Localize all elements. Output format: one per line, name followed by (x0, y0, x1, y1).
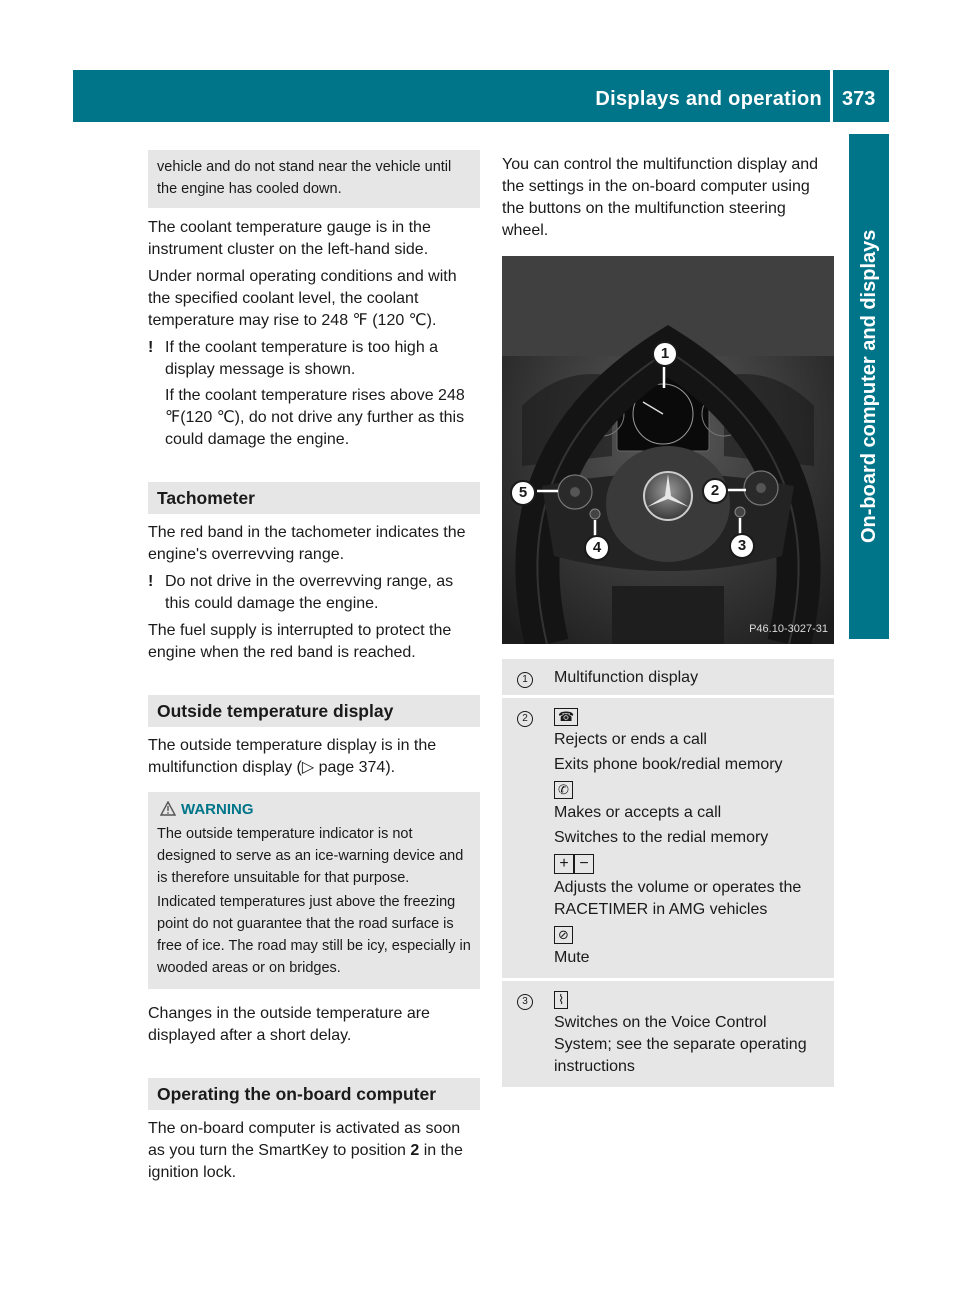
note-item (148, 571, 480, 615)
plus-icon: + (554, 854, 574, 874)
legend-row (502, 981, 834, 1087)
paragraph: The red band in the tachometer indicates the engine's overrevving range. (148, 524, 466, 563)
voice-control-icon: ⌇ (554, 991, 568, 1009)
note-text: If the coolant temperature is too high a display message is shown. (165, 339, 439, 378)
accept-call-icon: ✆ (554, 781, 573, 799)
paragraph: The outside temperature display is in the multifunction display (▷ page 374). (148, 737, 437, 776)
left-column (148, 150, 480, 1189)
steering-wheel-photo (502, 256, 834, 644)
section-heading-tachometer: Tachometer (148, 482, 480, 514)
legend-text: Makes or accepts a call (554, 804, 722, 821)
legend-table (502, 656, 834, 1090)
end-call-icon: ☎ (554, 708, 578, 726)
legend-number-cell (502, 698, 546, 978)
legend-number-cell (502, 659, 546, 695)
warning-triangle-icon (160, 801, 176, 816)
intro-paragraph: You can control the multifunction display and the settings in the on-board computer using the buttons on the multifunction steering wheel. (502, 156, 819, 239)
callout-3 (729, 533, 755, 559)
section-heading-operating: Operating the on-board computer (148, 1078, 480, 1110)
legend-text-cell (546, 698, 834, 978)
paragraph: The fuel supply is interrupted to protect the engine when the red band is reached. (148, 622, 452, 661)
side-tab-label: On-board computer and displays (858, 229, 880, 544)
photo-code: P46.10-3027-31 (749, 623, 828, 635)
minus-icon: − (574, 854, 594, 874)
callout-2 (702, 478, 728, 504)
callout-number: 1 (660, 345, 670, 362)
legend-text-cell (546, 659, 834, 695)
continued-warning-box: vehicle and do not stand near the vehicle until the engine has cooled down. (148, 150, 480, 208)
warning-text: The outside temperature indicator is not designed to serve as an ice-warning device and is therefore unsuitable for that purpose. (157, 826, 464, 886)
paragraph: Changes in the outside temperature are displayed after a short delay. (148, 1005, 430, 1044)
legend-text: Rejects or ends a call (554, 731, 707, 748)
legend-number: 2 (517, 711, 533, 727)
warning-title (157, 799, 472, 821)
legend-number: 3 (517, 994, 533, 1010)
legend-text-cell (546, 981, 834, 1087)
callout-number: 5 (518, 484, 528, 501)
legend-row (502, 659, 834, 695)
callout-5 (510, 480, 536, 506)
header-divider (830, 70, 833, 122)
callout-number: 2 (710, 482, 720, 499)
note-mark: ! (148, 339, 154, 356)
callout-number: 3 (737, 537, 747, 554)
legend-text: Mute (554, 949, 590, 966)
text-run: in the ignition lock. (148, 1142, 463, 1181)
legend-text: Exits phone book/redial memory (554, 756, 783, 773)
note-item (148, 337, 480, 451)
page-number: 373 (842, 88, 876, 110)
note-text: If the coolant temperature rises above 248 ℉(120 ℃), do not drive any further as this could damage the engine. (165, 387, 465, 448)
legend-row (502, 698, 834, 978)
paragraph (148, 1118, 480, 1184)
warning-title-text: WARNING (181, 801, 254, 818)
warning-box (148, 792, 480, 989)
volume-buttons-icon (554, 854, 594, 874)
warning-text: Indicated temperatures just above the freezing point do not guarantee that the road surface is free of ice. The road may still be icy, especially in wooded areas or on bridges. (157, 894, 471, 976)
callout-number: 4 (592, 539, 602, 556)
running-header-title: Displays and operation (595, 88, 822, 110)
paragraph: Under normal operating conditions and with the specified coolant level, the coolant temperature may rise to 248 ℉ (120 ℃). (148, 268, 457, 329)
note-text: Do not drive in the overrevving range, as this could damage the engine. (165, 573, 454, 612)
position-value: 2 (410, 1142, 420, 1159)
note-mark: ! (148, 573, 154, 590)
paragraph: The coolant temperature gauge is in the instrument cluster on the left-hand side. (148, 219, 431, 258)
legend-text: Switches on the Voice Control System; see the separate operating instructions (554, 1014, 807, 1075)
right-column (502, 154, 834, 1090)
legend-text: Adjusts the volume or operates the RACETIMER in AMG vehicles (554, 879, 802, 918)
legend-number: 1 (517, 672, 533, 688)
callout-4 (584, 535, 610, 561)
legend-text: Switches to the redial memory (554, 829, 769, 846)
mute-icon: ⊘ (554, 926, 573, 944)
legend-text: Multifunction display (554, 669, 699, 686)
callout-1 (652, 341, 678, 367)
text-run: The on-board computer is activated as soon as you turn the SmartKey to position (148, 1120, 461, 1159)
legend-number-cell (502, 981, 546, 1087)
section-heading-outside-temperature: Outside temperature display (148, 695, 480, 727)
steering-wheel-illustration (502, 256, 834, 644)
